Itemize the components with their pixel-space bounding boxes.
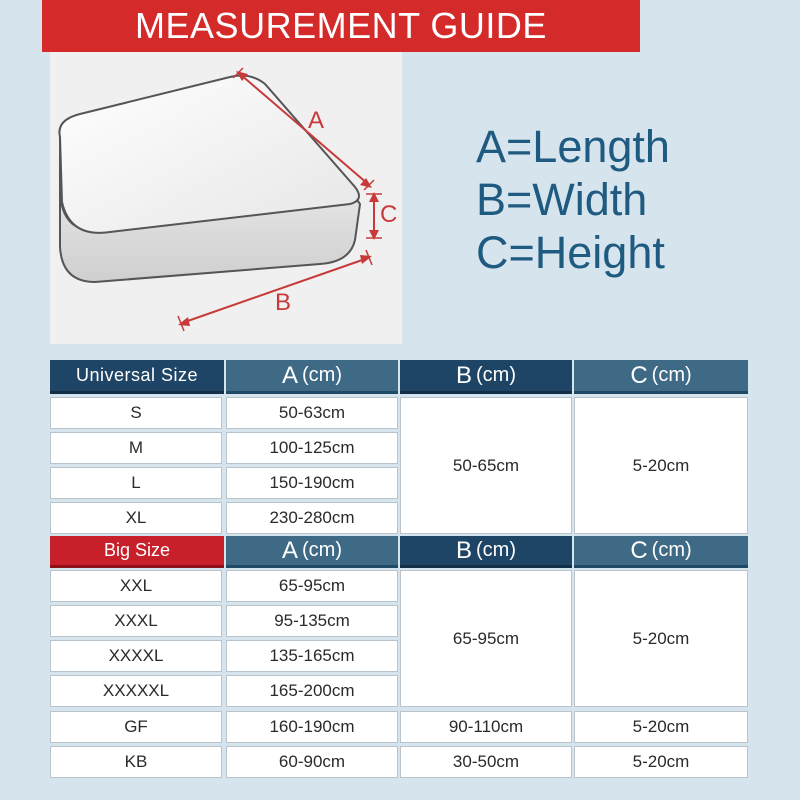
size-cell: XL	[50, 502, 222, 534]
universal-col-a-header: A (cm)	[226, 360, 398, 394]
legend-width: B=Width	[476, 174, 648, 225]
size-cell: GF	[50, 711, 222, 743]
a-value-cell: 150-190cm	[226, 467, 398, 499]
size-cell: XXXL	[50, 605, 222, 637]
big-size-header: Big Size	[50, 536, 224, 568]
label-a: A	[308, 107, 325, 134]
big-col-b-header: B (cm)	[400, 536, 572, 568]
a-value-cell: 230-280cm	[226, 502, 398, 534]
label-b: B	[275, 289, 292, 316]
a-value-cell: 135-165cm	[226, 640, 398, 672]
a-value-cell: 165-200cm	[226, 675, 398, 707]
dimension-legend	[476, 120, 776, 279]
cushion-diagram	[50, 52, 402, 344]
title-banner: MEASUREMENT GUIDE	[42, 0, 640, 52]
big-col-a-header: A (cm)	[226, 536, 398, 568]
size-cell: M	[50, 432, 222, 464]
size-cell: L	[50, 467, 222, 499]
label-c: C	[380, 201, 398, 228]
a-value-cell: 60-90cm	[226, 746, 398, 778]
cushion-illustration	[50, 52, 402, 344]
b-value-cell: 65-95cm	[400, 570, 572, 707]
size-cell: S	[50, 397, 222, 429]
size-cell: XXXXL	[50, 640, 222, 672]
c-value-cell: 5-20cm	[574, 746, 748, 778]
a-value-cell: 95-135cm	[226, 605, 398, 637]
b-value-cell: 90-110cm	[400, 711, 572, 743]
size-cell: KB	[50, 746, 222, 778]
b-value-cell: 30-50cm	[400, 746, 572, 778]
c-value-cell: 5-20cm	[574, 397, 748, 534]
a-value-cell: 50-63cm	[226, 397, 398, 429]
legend-height: C=Height	[476, 227, 665, 278]
universal-col-b-header: B (cm)	[400, 360, 572, 394]
a-value-cell: 100-125cm	[226, 432, 398, 464]
c-value-cell: 5-20cm	[574, 570, 748, 707]
a-value-cell: 160-190cm	[226, 711, 398, 743]
size-cell: XXL	[50, 570, 222, 602]
universal-col-c-header: C (cm)	[574, 360, 748, 394]
universal-size-header: Universal Size	[50, 360, 224, 394]
size-cell: XXXXXL	[50, 675, 222, 707]
big-col-c-header: C (cm)	[574, 536, 748, 568]
legend-length: A=Length	[476, 121, 670, 172]
b-value-cell: 50-65cm	[400, 397, 572, 534]
c-value-cell: 5-20cm	[574, 711, 748, 743]
a-value-cell: 65-95cm	[226, 570, 398, 602]
